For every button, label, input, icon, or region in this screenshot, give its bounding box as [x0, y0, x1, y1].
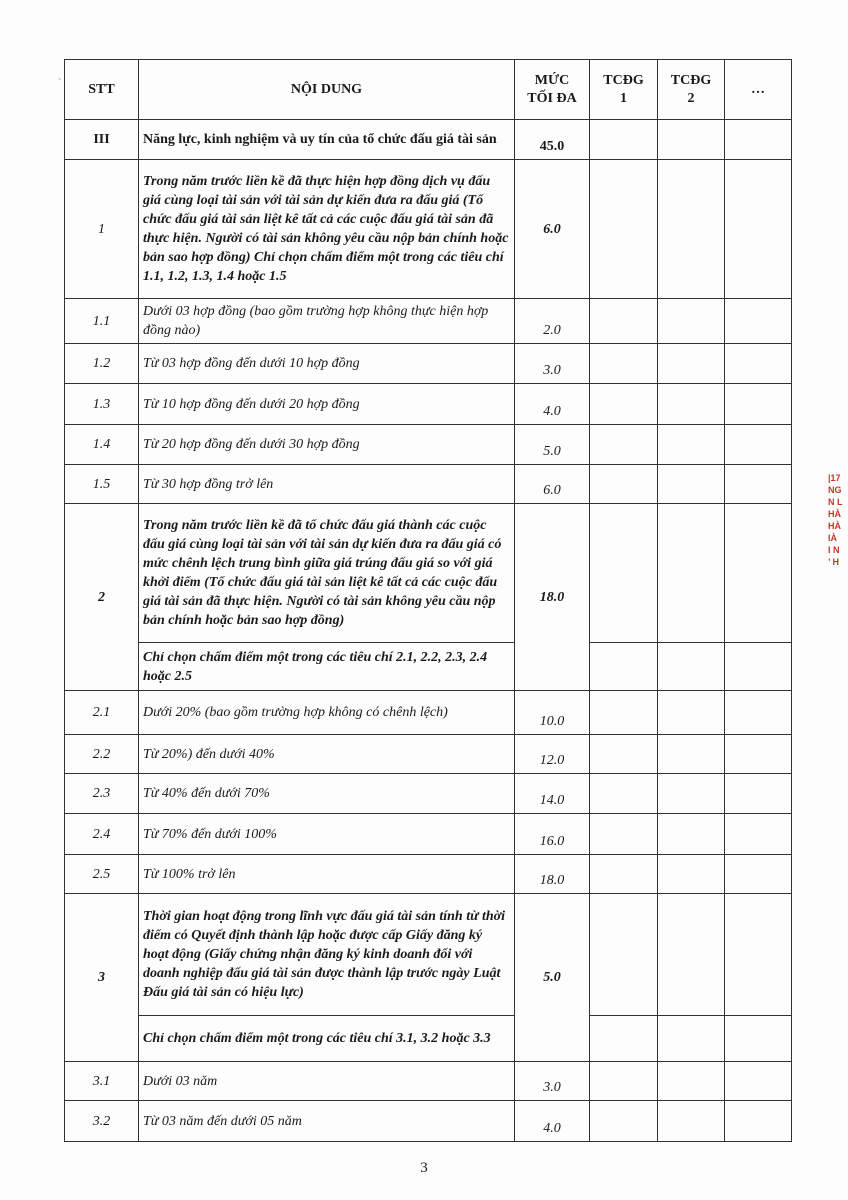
table-row [65, 425, 792, 465]
table-row [65, 384, 792, 425]
table-row [65, 160, 792, 299]
table-row [65, 120, 792, 160]
tcdg1-cell [590, 1016, 658, 1062]
header-muc-toi-da [515, 60, 590, 120]
tcdg1-cell [590, 465, 658, 504]
header-tcdg-2 [658, 60, 725, 120]
row-max-score: 14.0 [515, 774, 590, 814]
row-content: Từ 40% đến dưới 70% [139, 774, 515, 814]
tcdg2-cell [658, 465, 725, 504]
tcdg1-cell [590, 1101, 658, 1142]
row-stt: 1.4 [65, 425, 139, 465]
tcdg2-cell [658, 1016, 725, 1062]
row-content: Từ 100% trở lên [139, 855, 515, 894]
more-cell [725, 814, 792, 855]
tcdg1-cell [590, 504, 658, 643]
row-content: Từ 10 hợp đồng đến dưới 20 hợp đồng [139, 384, 515, 425]
more-cell [725, 465, 792, 504]
more-cell [725, 894, 792, 1016]
row-content: Trong năm trước liền kề đã tổ chức đấu giá thành các cuộc đấu giá cùng loại tài sản với tài sản dự kiến đưa ra đấu giá có mức chênh lệch trung bình giữa giá trúng đấu giá so với giá khởi điểm (Tổ chức đấu giá tài sản liệt kê tất cả các cuộc đấu giá tài sản đã thực hiện. Người có tài sản không yêu cầu nộp bản chính hoặc bản sao hợp đồng) [139, 504, 515, 643]
table-row [65, 1016, 792, 1062]
row-content: Thời gian hoạt động trong lĩnh vực đấu giá tài sản tính từ thời điểm có Quyết định thành lập hoặc được cấp Giấy đăng ký hoạt động (Giấy chứng nhận đăng ký kinh doanh đối với doanh nghiệp đấu giá tài sản được thành lập trước ngày Luật Đấu giá tài sản có hiệu lực) [139, 894, 515, 1016]
table-row [65, 465, 792, 504]
tcdg1-cell [590, 774, 658, 814]
tcdg2-cell [658, 814, 725, 855]
row-stt: 2.3 [65, 774, 139, 814]
stamp-line: |17 [828, 473, 841, 483]
table-row [65, 774, 792, 814]
row-stt: 2.1 [65, 691, 139, 735]
evaluation-table [64, 59, 792, 1142]
stamp-line: IÀ [828, 533, 837, 543]
header-stt: STT [65, 60, 139, 120]
row-content: Trong năm trước liền kề đã thực hiện hợp đồng dịch vụ đấu giá cùng loại tài sản với tài sản dự kiến đưa ra đấu giá (Tổ chức đấu giá tài sản liệt kê tất cả các cuộc đấu giá tài sản đã thực hiện. Người có tài sản không yêu cầu nộp bản chính hoặc bản sao hợp đồng) Chỉ chọn chấm điểm một trong các tiêu chí 1.1, 1.2, 1.3, 1.4 hoặc 1.5 [139, 160, 515, 299]
tcdg2-cell [658, 299, 725, 344]
row-stt: 2.2 [65, 735, 139, 774]
row-content: Từ 70% đến dưới 100% [139, 814, 515, 855]
row-max-score: 45.0 [515, 120, 590, 160]
tcdg1-cell [590, 643, 658, 691]
header-tcdg2-line1: TCĐG [670, 72, 712, 88]
more-cell [725, 735, 792, 774]
row-max-score: 18.0 [515, 504, 590, 691]
tcdg2-cell [658, 643, 725, 691]
row-content: Từ 30 hợp đồng trở lên [139, 465, 515, 504]
tcdg2-cell [658, 1101, 725, 1142]
tcdg1-cell [590, 344, 658, 384]
tcdg2-cell [658, 344, 725, 384]
row-content: Từ 03 hợp đồng đến dưới 10 hợp đồng [139, 344, 515, 384]
row-content: Dưới 20% (bao gồm trường hợp không có chênh lệch) [139, 691, 515, 735]
header-muc-line2: TỐI ĐA [527, 90, 577, 106]
tcdg2-cell [658, 425, 725, 465]
table-row [65, 344, 792, 384]
row-max-score: 5.0 [515, 425, 590, 465]
row-max-score: 5.0 [515, 894, 590, 1062]
row-note: Chỉ chọn chấm điểm một trong các tiêu chí 3.1, 3.2 hoặc 3.3 [139, 1016, 515, 1062]
more-cell [725, 1016, 792, 1062]
header-muc-line1: MỨC [534, 72, 570, 88]
row-max-score: 10.0 [515, 691, 590, 735]
table-row [65, 1062, 792, 1101]
more-cell [725, 299, 792, 344]
row-stt: 3.1 [65, 1062, 139, 1101]
tcdg1-cell [590, 299, 658, 344]
table-row [65, 504, 792, 643]
row-stt: III [65, 120, 139, 160]
tcdg1-cell [590, 691, 658, 735]
table-row [65, 894, 792, 1016]
tcdg1-cell [590, 384, 658, 425]
row-stt: 1.3 [65, 384, 139, 425]
red-stamp-fragment [828, 472, 848, 642]
row-max-score: 3.0 [515, 344, 590, 384]
more-cell [725, 855, 792, 894]
tcdg2-cell [658, 894, 725, 1016]
tcdg1-cell [590, 735, 658, 774]
tcdg1-cell [590, 160, 658, 299]
table-row [65, 299, 792, 344]
row-max-score: 6.0 [515, 160, 590, 299]
header-tcdg1-line2: 1 [620, 90, 627, 106]
row-content: Dưới 03 hợp đồng (bao gồm trường hợp không thực hiện hợp đồng nào) [139, 299, 515, 344]
row-stt: 3 [65, 894, 139, 1062]
more-cell [725, 344, 792, 384]
stamp-line: ’ H [828, 557, 840, 567]
row-content: Năng lực, kinh nghiệm và uy tín của tổ chức đấu giá tài sản [139, 120, 515, 160]
header-tcdg-1 [590, 60, 658, 120]
table-row [65, 1101, 792, 1142]
row-max-score: 2.0 [515, 299, 590, 344]
margin-mark: ` [58, 78, 62, 89]
row-content: Từ 03 năm đến dưới 05 năm [139, 1101, 515, 1142]
tcdg1-cell [590, 855, 658, 894]
row-stt: 2.5 [65, 855, 139, 894]
header-tcdg2-line2: 2 [687, 90, 695, 106]
stamp-line: NG [828, 485, 842, 495]
more-cell [725, 504, 792, 643]
row-stt: 3.2 [65, 1101, 139, 1142]
stamp-line: HÀ [828, 521, 841, 531]
row-stt: 2 [65, 504, 139, 691]
tcdg2-cell [658, 384, 725, 425]
tcdg2-cell [658, 774, 725, 814]
table-row [65, 643, 792, 691]
more-cell [725, 1062, 792, 1101]
row-stt: 1 [65, 160, 139, 299]
tcdg2-cell [658, 855, 725, 894]
row-note: Chỉ chọn chấm điểm một trong các tiêu chí 2.1, 2.2, 2.3, 2.4 hoặc 2.5 [139, 643, 515, 691]
tcdg1-cell [590, 814, 658, 855]
table-header-row [65, 60, 792, 120]
row-content: Từ 20%) đến dưới 40% [139, 735, 515, 774]
tcdg2-cell [658, 1062, 725, 1101]
more-cell [725, 643, 792, 691]
row-stt: 1.2 [65, 344, 139, 384]
more-cell [725, 425, 792, 465]
more-cell [725, 384, 792, 425]
tcdg2-cell [658, 735, 725, 774]
stamp-line: N L [828, 497, 843, 507]
tcdg2-cell [658, 160, 725, 299]
tcdg2-cell [658, 504, 725, 643]
tcdg1-cell [590, 120, 658, 160]
tcdg1-cell [590, 894, 658, 1016]
row-max-score: 3.0 [515, 1062, 590, 1101]
page-number: 3 [420, 1160, 428, 1176]
tcdg2-cell [658, 120, 725, 160]
header-more: … [725, 60, 792, 120]
row-stt: 2.4 [65, 814, 139, 855]
row-max-score: 4.0 [515, 384, 590, 425]
row-stt: 1.1 [65, 299, 139, 344]
header-tcdg1-line1: TCĐG [603, 72, 644, 88]
table-row [65, 691, 792, 735]
table-row [65, 855, 792, 894]
row-content: Từ 20 hợp đồng đến dưới 30 hợp đồng [139, 425, 515, 465]
row-content: Dưới 03 năm [139, 1062, 515, 1101]
row-stt: 1.5 [65, 465, 139, 504]
table-row [65, 735, 792, 774]
tcdg1-cell [590, 425, 658, 465]
tcdg1-cell [590, 1062, 658, 1101]
row-max-score: 12.0 [515, 735, 590, 774]
more-cell [725, 160, 792, 299]
stamp-line: HÀ [828, 509, 841, 519]
more-cell [725, 691, 792, 735]
row-max-score: 6.0 [515, 465, 590, 504]
row-max-score: 16.0 [515, 814, 590, 855]
table-row [65, 814, 792, 855]
more-cell [725, 120, 792, 160]
row-max-score: 18.0 [515, 855, 590, 894]
more-cell [725, 774, 792, 814]
header-noi-dung: NỘI DUNG [139, 60, 515, 120]
tcdg2-cell [658, 691, 725, 735]
stamp-line: I N [828, 545, 840, 555]
row-max-score: 4.0 [515, 1101, 590, 1142]
more-cell [725, 1101, 792, 1142]
